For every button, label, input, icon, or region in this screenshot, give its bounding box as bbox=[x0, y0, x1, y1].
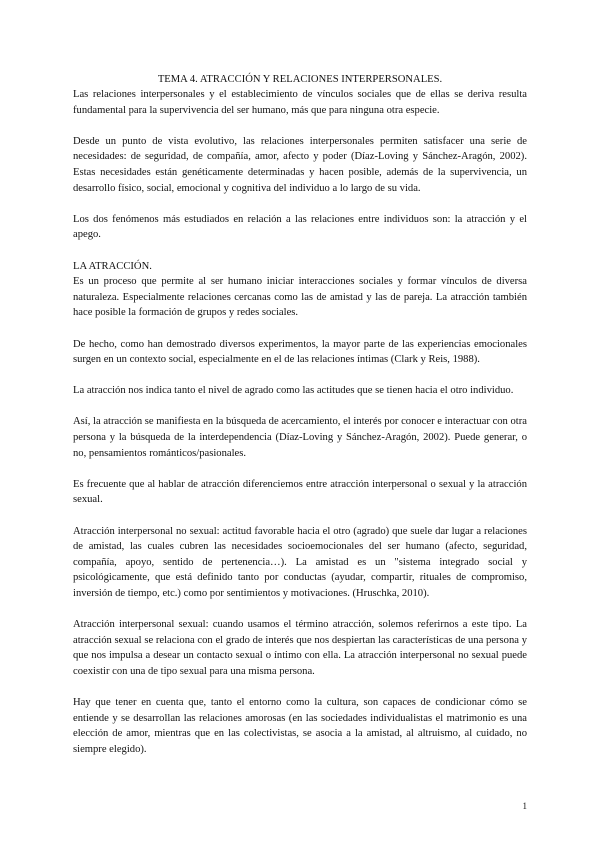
paragraph-gap bbox=[73, 508, 527, 524]
paragraph-gap bbox=[73, 602, 527, 618]
paragraph-gap bbox=[73, 368, 527, 384]
page-number: 1 bbox=[522, 801, 527, 811]
paragraph-definition: Es un proceso que permite al ser humano iniciar interacciones sociales y formar vínculos de diversa naturaleza. Especialmente relaciones cercanas como las de amistad y las de pareja. La atracción también hace posible la formación de grupos y redes sociales. bbox=[73, 276, 527, 319]
paragraph-gap bbox=[73, 118, 527, 134]
paragraph-level: La atracción nos indica tanto el nivel de agrado como las actitudes que se tienen hacia el otro individuo. bbox=[73, 385, 514, 397]
paragraph-gap bbox=[73, 196, 527, 212]
section-heading: LA ATRACCIÓN. bbox=[73, 260, 152, 272]
paragraph-gap bbox=[73, 321, 527, 337]
document-page bbox=[73, 72, 527, 758]
paragraph-sexual: Atracción interpersonal sexual: cuando usamos el término atracción, solemos referirnos a este tipo. La atracción sexual se relaciona con el grado de interés que nos despiertan las características de una persona y que nos impulsa a desear un contacto sexual o íntimo con ella. La atracción interpersonal no sexual puede coexistir con una de tipo sexual para una misma persona. bbox=[73, 619, 527, 677]
paragraph-intro: Las relaciones interpersonales y el establecimiento de vínculos sociales que de ellas se deriva resulta fundamental para la supervivencia del ser humano, más que para ninguna otra especie. bbox=[73, 89, 527, 116]
paragraph-gap bbox=[73, 399, 527, 415]
paragraph-gap bbox=[73, 680, 527, 696]
paragraph-non-sexual: Atracción interpersonal no sexual: actitud favorable hacia el otro (agrado) que suele dar lugar a relaciones de amistad, las cuales cubren las necesidades socioemocionales del ser humano (afecto, seguridad, compañía, apoyo, sentido de pertenencia…). La amistad es un "sistema integrado social y psicológicamente, que está definido tanto por conductas (ayudar, compartir, rituales de compromiso, inversión de tiempo, etc.) como por sentimientos y motivaciones. (Hruschka, 2010). bbox=[73, 525, 527, 599]
paragraph-evolutionary: Desde un punto de vista evolutivo, las relaciones interpersonales permiten satisfacer una serie de necesidades: de seguridad, de compañía, amor, afecto y poder (Díaz-Loving y Sánchez-Aragón, 2002). Estas necesidades están genéticamente determinadas y hacen posible, además de la supervivencia, un desarrollo físico, social, emocional y cognitiva del individuo a lo largo de su vida. bbox=[73, 135, 527, 194]
paragraph-manifestation: Así, la atracción se manifiesta en la búsqueda de acercamiento, el interés por conocer e interactuar con otra persona y la búsqueda de la interdependencia (Díaz-Loving y Sánchez-Aragón, 2002). Puede generar, o no, pensamientos románticos/pasionales. bbox=[73, 416, 527, 459]
paragraph-types: Es frecuente que al hablar de atracción diferenciemos entre atracción interpersonal o sexual y la atracción sexual. bbox=[73, 478, 527, 506]
paragraph-phenomena: Los dos fenómenos más estudiados en relación a las relaciones entre individuos son: la atracción y el apego. bbox=[73, 213, 527, 241]
paragraph-gap bbox=[73, 243, 527, 259]
document-title: TEMA 4. ATRACCIÓN Y RELACIONES INTERPERSONALES. bbox=[157, 74, 443, 85]
paragraph-culture: Hay que tener en cuenta que, tanto el entorno como la cultura, son capaces de condicionar cómo se entiende y se desarrollan las relaciones amorosas (en las sociedades individualistas el matrimonio es una elección de amor, mientras que en las colectivistas, se asocia a la amistad, al altruismo, al cuidado, no siempre elegido). bbox=[73, 697, 527, 755]
paragraph-gap bbox=[73, 461, 527, 477]
paragraph-experiments: De hecho, como han demostrado diversos experimentos, la mayor parte de las experiencias emocionales surgen en un contexto social, especialmente en el de las relaciones íntimas (Clark y Reis, 1988). bbox=[73, 338, 527, 366]
